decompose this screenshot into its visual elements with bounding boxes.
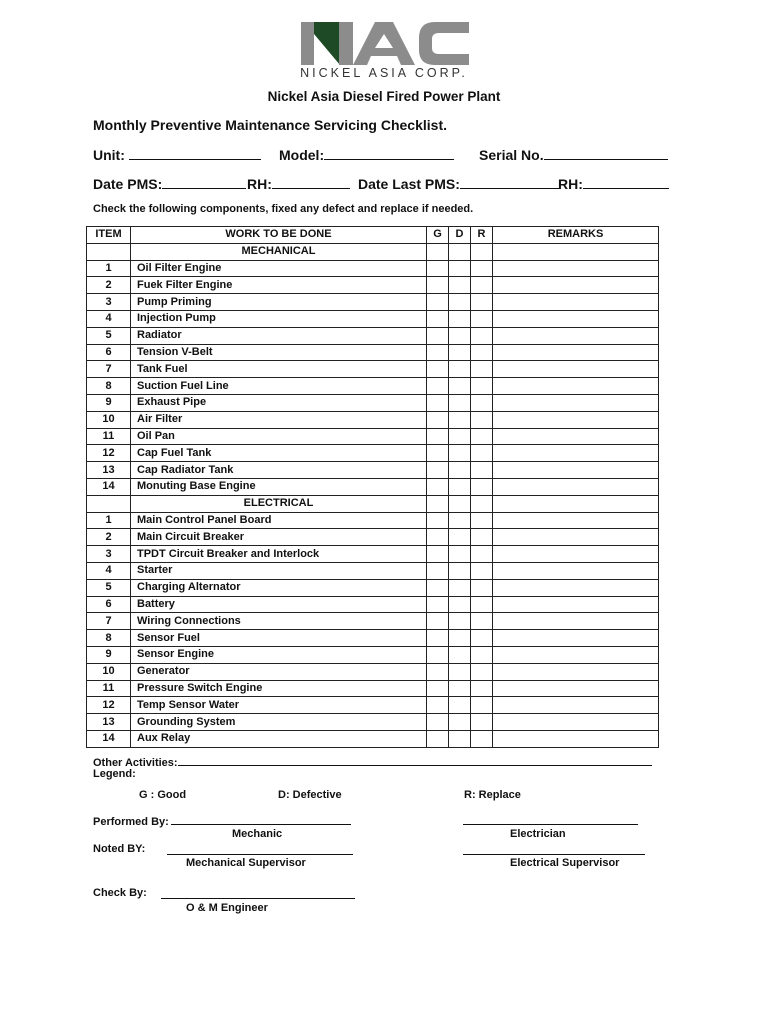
legend-defective: D: Defective	[278, 789, 342, 801]
work-to-be-done: Wiring Connections	[131, 613, 427, 630]
table-row	[87, 680, 659, 697]
remarks-cell[interactable]	[493, 562, 659, 579]
item-number: 14	[87, 730, 131, 747]
g-checkbox-cell[interactable]	[427, 394, 449, 411]
g-checkbox-cell[interactable]	[427, 310, 449, 327]
r-checkbox-cell[interactable]	[471, 294, 493, 311]
work-to-be-done: Temp Sensor Water	[131, 697, 427, 714]
g-checkbox-cell[interactable]	[427, 411, 449, 428]
work-to-be-done: Battery	[131, 596, 427, 613]
table-row	[87, 428, 659, 445]
table-row	[87, 378, 659, 395]
table-row	[87, 344, 659, 361]
d-checkbox-cell[interactable]	[449, 613, 471, 630]
remarks-cell[interactable]	[493, 327, 659, 344]
item-number: 6	[87, 344, 131, 361]
section-name: ELECTRICAL	[131, 495, 427, 512]
date-last-pms-blank[interactable]	[460, 175, 560, 189]
r-checkbox-cell[interactable]	[471, 327, 493, 344]
g-checkbox-cell[interactable]	[427, 361, 449, 378]
item-number: 4	[87, 310, 131, 327]
work-to-be-done: Tension V-Belt	[131, 344, 427, 361]
d-checkbox-cell[interactable]	[449, 546, 471, 563]
g-checkbox-cell[interactable]	[427, 478, 449, 495]
table-row	[87, 730, 659, 747]
r-checkbox-cell[interactable]	[471, 646, 493, 663]
work-to-be-done: Charging Alternator	[131, 579, 427, 596]
mechanic-label: Mechanic	[232, 828, 283, 840]
header-g: G	[427, 227, 449, 244]
r-checkbox-cell[interactable]	[471, 529, 493, 546]
item-number: 6	[87, 596, 131, 613]
logo-n-left	[301, 22, 314, 65]
logo-n-right	[339, 22, 353, 65]
unit-blank[interactable]	[129, 146, 261, 160]
legend-label: Legend:	[93, 768, 136, 780]
d-checkbox-cell[interactable]	[449, 361, 471, 378]
r-checkbox-cell[interactable]	[471, 310, 493, 327]
g-checkbox-cell[interactable]	[427, 646, 449, 663]
table-row	[87, 663, 659, 680]
g-checkbox-cell[interactable]	[427, 512, 449, 529]
section-g-cell	[427, 243, 449, 260]
g-checkbox-cell[interactable]	[427, 613, 449, 630]
g-checkbox-cell[interactable]	[427, 680, 449, 697]
section-r-cell	[471, 243, 493, 260]
performed-by[interactable]	[93, 812, 351, 828]
work-to-be-done: Sensor Fuel	[131, 630, 427, 647]
model-field[interactable]	[279, 146, 454, 163]
model-label: Model:	[279, 147, 325, 163]
item-number: 8	[87, 630, 131, 647]
d-checkbox-cell[interactable]	[449, 512, 471, 529]
section-row	[87, 495, 659, 512]
d-checkbox-cell[interactable]	[449, 462, 471, 479]
work-to-be-done: Fuek Filter Engine	[131, 277, 427, 294]
remarks-cell[interactable]	[493, 680, 659, 697]
elec-supervisor-signature-line[interactable]	[463, 854, 645, 855]
mech-supervisor-label: Mechanical Supervisor	[186, 857, 306, 869]
item-number: 1	[87, 512, 131, 529]
work-to-be-done: Cap Radiator Tank	[131, 462, 427, 479]
serial-field[interactable]	[479, 146, 668, 163]
g-checkbox-cell[interactable]	[427, 730, 449, 747]
legend-replace: R: Replace	[464, 789, 521, 801]
table-row	[87, 445, 659, 462]
date-pms-label: Date PMS:	[93, 176, 163, 192]
d-checkbox-cell[interactable]	[449, 411, 471, 428]
work-to-be-done: Air Filter	[131, 411, 427, 428]
d-checkbox-cell[interactable]	[449, 529, 471, 546]
performed-by-label: Performed By:	[93, 816, 169, 828]
d-checkbox-cell[interactable]	[449, 428, 471, 445]
table-row	[87, 697, 659, 714]
item-number: 7	[87, 613, 131, 630]
item-number: 11	[87, 680, 131, 697]
table-row	[87, 512, 659, 529]
g-checkbox-cell[interactable]	[427, 327, 449, 344]
d-checkbox-cell[interactable]	[449, 630, 471, 647]
table-row	[87, 478, 659, 495]
rh-field-2[interactable]	[558, 175, 669, 192]
r-checkbox-cell[interactable]	[471, 411, 493, 428]
serial-label: Serial No.	[479, 147, 544, 163]
other-activities[interactable]	[93, 753, 652, 769]
g-checkbox-cell[interactable]	[427, 562, 449, 579]
item-number: 10	[87, 411, 131, 428]
r-checkbox-cell[interactable]	[471, 562, 493, 579]
d-checkbox-cell[interactable]	[449, 344, 471, 361]
item-number: 5	[87, 327, 131, 344]
remarks-cell[interactable]	[493, 428, 659, 445]
item-number: 13	[87, 462, 131, 479]
d-checkbox-cell[interactable]	[449, 579, 471, 596]
g-checkbox-cell[interactable]	[427, 428, 449, 445]
item-number: 12	[87, 697, 131, 714]
g-checkbox-cell[interactable]	[427, 378, 449, 395]
r-checkbox-cell[interactable]	[471, 697, 493, 714]
work-to-be-done: Cap Fuel Tank	[131, 445, 427, 462]
r-checkbox-cell[interactable]	[471, 361, 493, 378]
r-checkbox-cell[interactable]	[471, 378, 493, 395]
table-row	[87, 260, 659, 277]
d-checkbox-cell[interactable]	[449, 260, 471, 277]
work-to-be-done: TPDT Circuit Breaker and Interlock	[131, 546, 427, 563]
item-number: 4	[87, 562, 131, 579]
mechanic-signature-line[interactable]	[171, 812, 351, 825]
noted-by-label: Noted BY:	[93, 843, 146, 855]
section-d-cell	[449, 495, 471, 512]
g-checkbox-cell[interactable]	[427, 294, 449, 311]
item-number: 13	[87, 714, 131, 731]
work-to-be-done: Pump Priming	[131, 294, 427, 311]
d-checkbox-cell[interactable]	[449, 596, 471, 613]
om-engineer-signature-line[interactable]	[161, 898, 355, 899]
table-row	[87, 562, 659, 579]
item-number: 3	[87, 546, 131, 563]
r-checkbox-cell[interactable]	[471, 680, 493, 697]
r-checkbox-cell[interactable]	[471, 277, 493, 294]
table-row	[87, 411, 659, 428]
rh-blank-2[interactable]	[583, 175, 669, 189]
d-checkbox-cell[interactable]	[449, 697, 471, 714]
r-checkbox-cell[interactable]	[471, 344, 493, 361]
rh-blank-1[interactable]	[272, 175, 350, 189]
remarks-cell[interactable]	[493, 663, 659, 680]
rh-label-2: RH:	[558, 176, 583, 192]
section-d-cell	[449, 243, 471, 260]
section-remarks-cell	[493, 243, 659, 260]
d-checkbox-cell[interactable]	[449, 294, 471, 311]
remarks-cell[interactable]	[493, 730, 659, 747]
legend-good: G : Good	[139, 789, 187, 801]
d-checkbox-cell[interactable]	[449, 277, 471, 294]
table-row	[87, 310, 659, 327]
date-pms-blank[interactable]	[162, 175, 246, 189]
section-name: MECHANICAL	[131, 243, 427, 260]
d-checkbox-cell[interactable]	[449, 478, 471, 495]
checklist-table	[86, 226, 659, 748]
d-checkbox-cell[interactable]	[449, 394, 471, 411]
work-to-be-done: Oil Filter Engine	[131, 260, 427, 277]
remarks-cell[interactable]	[493, 411, 659, 428]
serial-blank[interactable]	[544, 146, 668, 160]
other-activities-blank[interactable]	[178, 753, 652, 766]
header-r: R	[471, 227, 493, 244]
table-row	[87, 630, 659, 647]
remarks-cell[interactable]	[493, 714, 659, 731]
rh-label-1: RH:	[247, 176, 272, 192]
date-pms-field[interactable]	[93, 175, 246, 192]
mech-supervisor-signature-line[interactable]	[167, 854, 353, 855]
table-row	[87, 646, 659, 663]
g-checkbox-cell[interactable]	[427, 546, 449, 563]
r-checkbox-cell[interactable]	[471, 579, 493, 596]
item-number: 1	[87, 260, 131, 277]
r-checkbox-cell[interactable]	[471, 546, 493, 563]
section-g-cell	[427, 495, 449, 512]
table-header-row	[87, 227, 659, 244]
section-row	[87, 243, 659, 260]
d-checkbox-cell[interactable]	[449, 663, 471, 680]
remarks-cell[interactable]	[493, 646, 659, 663]
r-checkbox-cell[interactable]	[471, 663, 493, 680]
table-row	[87, 277, 659, 294]
work-to-be-done: Injection Pump	[131, 310, 427, 327]
g-checkbox-cell[interactable]	[427, 714, 449, 731]
d-checkbox-cell[interactable]	[449, 646, 471, 663]
section-remarks-cell	[493, 495, 659, 512]
table-row	[87, 546, 659, 563]
work-to-be-done: Aux Relay	[131, 730, 427, 747]
elec-supervisor-label: Electrical Supervisor	[510, 857, 620, 869]
r-checkbox-cell[interactable]	[471, 260, 493, 277]
remarks-cell[interactable]	[493, 344, 659, 361]
unit-label: Unit:	[93, 147, 125, 163]
item-number: 2	[87, 529, 131, 546]
d-checkbox-cell[interactable]	[449, 680, 471, 697]
d-checkbox-cell[interactable]	[449, 730, 471, 747]
r-checkbox-cell[interactable]	[471, 613, 493, 630]
table-row	[87, 462, 659, 479]
r-checkbox-cell[interactable]	[471, 596, 493, 613]
remarks-cell[interactable]	[493, 445, 659, 462]
work-to-be-done: Oil Pan	[131, 428, 427, 445]
g-checkbox-cell[interactable]	[427, 277, 449, 294]
date-last-pms-label: Date Last PMS:	[358, 176, 460, 192]
item-number: 11	[87, 428, 131, 445]
work-to-be-done: Sensor Engine	[131, 646, 427, 663]
remarks-cell[interactable]	[493, 260, 659, 277]
d-checkbox-cell[interactable]	[449, 445, 471, 462]
electrician-signature-line[interactable]	[463, 824, 638, 825]
date-last-pms-field[interactable]	[358, 175, 560, 192]
r-checkbox-cell[interactable]	[471, 462, 493, 479]
nac-logo	[301, 20, 471, 66]
remarks-cell[interactable]	[493, 310, 659, 327]
remarks-cell[interactable]	[493, 361, 659, 378]
d-checkbox-cell[interactable]	[449, 310, 471, 327]
model-blank[interactable]	[324, 146, 454, 160]
work-to-be-done: Starter	[131, 562, 427, 579]
d-checkbox-cell[interactable]	[449, 562, 471, 579]
table-body	[87, 243, 659, 747]
plant-title: Nickel Asia Diesel Fired Power Plant	[267, 89, 501, 104]
header-d: D	[449, 227, 471, 244]
r-checkbox-cell[interactable]	[471, 478, 493, 495]
g-checkbox-cell[interactable]	[427, 663, 449, 680]
remarks-cell[interactable]	[493, 630, 659, 647]
table-row	[87, 394, 659, 411]
g-checkbox-cell[interactable]	[427, 630, 449, 647]
item-number: 5	[87, 579, 131, 596]
r-checkbox-cell[interactable]	[471, 630, 493, 647]
checklist-title: Monthly Preventive Maintenance Servicing Checklist.	[93, 117, 447, 133]
work-to-be-done: Main Circuit Breaker	[131, 529, 427, 546]
g-checkbox-cell[interactable]	[427, 579, 449, 596]
r-checkbox-cell[interactable]	[471, 445, 493, 462]
rh-field-1[interactable]	[247, 175, 350, 192]
table-row	[87, 613, 659, 630]
electrician-label: Electrician	[510, 828, 566, 840]
remarks-cell[interactable]	[493, 529, 659, 546]
remarks-cell[interactable]	[493, 378, 659, 395]
item-number: 12	[87, 445, 131, 462]
item-number: 10	[87, 663, 131, 680]
remarks-cell[interactable]	[493, 579, 659, 596]
remarks-cell[interactable]	[493, 394, 659, 411]
work-to-be-done: Tank Fuel	[131, 361, 427, 378]
table-row	[87, 361, 659, 378]
section-r-cell	[471, 495, 493, 512]
section-item-cell	[87, 495, 131, 512]
table-row	[87, 529, 659, 546]
d-checkbox-cell[interactable]	[449, 714, 471, 731]
g-checkbox-cell[interactable]	[427, 260, 449, 277]
g-checkbox-cell[interactable]	[427, 596, 449, 613]
check-by-label: Check By:	[93, 887, 147, 899]
item-number: 7	[87, 361, 131, 378]
g-checkbox-cell[interactable]	[427, 462, 449, 479]
work-to-be-done: Pressure Switch Engine	[131, 680, 427, 697]
unit-field[interactable]	[93, 146, 261, 163]
table-row	[87, 714, 659, 731]
remarks-cell[interactable]	[493, 462, 659, 479]
om-engineer-label: O & M Engineer	[186, 902, 268, 914]
table-row	[87, 579, 659, 596]
r-checkbox-cell[interactable]	[471, 512, 493, 529]
header-item: ITEM	[87, 227, 131, 244]
table-row	[87, 294, 659, 311]
instruction-text: Check the following components, fixed any defect and replace if needed.	[93, 203, 474, 215]
table-row	[87, 327, 659, 344]
logo-c	[419, 22, 469, 65]
item-number: 8	[87, 378, 131, 395]
d-checkbox-cell[interactable]	[449, 327, 471, 344]
r-checkbox-cell[interactable]	[471, 730, 493, 747]
work-to-be-done: Grounding System	[131, 714, 427, 731]
work-to-be-done: Generator	[131, 663, 427, 680]
remarks-cell[interactable]	[493, 277, 659, 294]
item-number: 9	[87, 646, 131, 663]
item-number: 9	[87, 394, 131, 411]
remarks-cell[interactable]	[493, 546, 659, 563]
remarks-cell[interactable]	[493, 294, 659, 311]
item-number: 3	[87, 294, 131, 311]
r-checkbox-cell[interactable]	[471, 428, 493, 445]
other-activities-label: Other Activities:	[93, 757, 178, 769]
work-to-be-done: Exhaust Pipe	[131, 394, 427, 411]
remarks-cell[interactable]	[493, 478, 659, 495]
work-to-be-done: Suction Fuel Line	[131, 378, 427, 395]
work-to-be-done: Radiator	[131, 327, 427, 344]
remarks-cell[interactable]	[493, 697, 659, 714]
r-checkbox-cell[interactable]	[471, 714, 493, 731]
logo-company-name: NICKEL ASIA CORP.	[300, 66, 468, 80]
remarks-cell[interactable]	[493, 512, 659, 529]
g-checkbox-cell[interactable]	[427, 697, 449, 714]
header-remarks: REMARKS	[493, 227, 659, 244]
table-row	[87, 596, 659, 613]
header-work: WORK TO BE DONE	[131, 227, 427, 244]
g-checkbox-cell[interactable]	[427, 344, 449, 361]
item-number: 2	[87, 277, 131, 294]
section-item-cell	[87, 243, 131, 260]
g-checkbox-cell[interactable]	[427, 529, 449, 546]
work-to-be-done: Main Control Panel Board	[131, 512, 427, 529]
remarks-cell[interactable]	[493, 596, 659, 613]
item-number: 14	[87, 478, 131, 495]
r-checkbox-cell[interactable]	[471, 394, 493, 411]
work-to-be-done: Monuting Base Engine	[131, 478, 427, 495]
remarks-cell[interactable]	[493, 613, 659, 630]
d-checkbox-cell[interactable]	[449, 378, 471, 395]
g-checkbox-cell[interactable]	[427, 445, 449, 462]
